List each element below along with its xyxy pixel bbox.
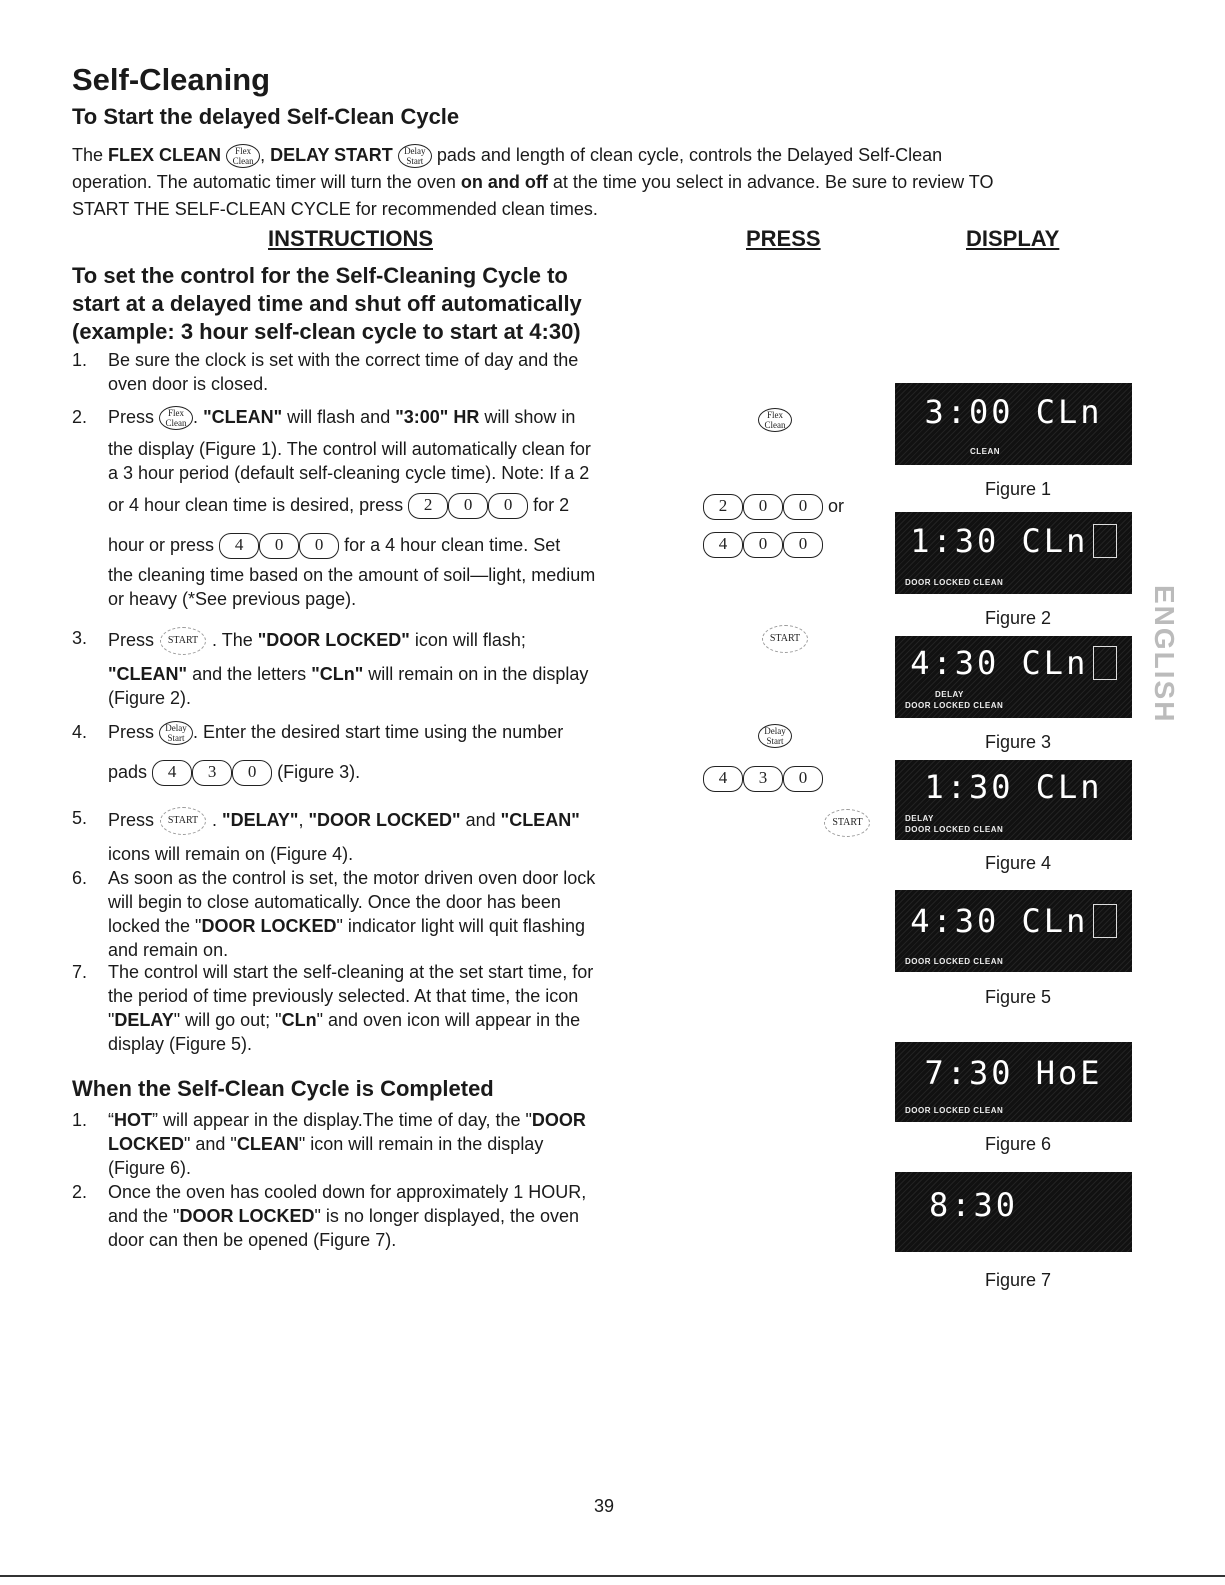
step-text: and remain on. bbox=[108, 940, 229, 960]
page-subtitle: To Start the delayed Self-Clean Cycle bbox=[72, 104, 460, 129]
step-text: Press Delay Start . Enter the desired start time using the number bbox=[108, 722, 564, 744]
intro-text: operation. The automatic timer will turn the oven bbox=[72, 172, 456, 192]
step-text: will begin to close automatically. Once the door has been bbox=[108, 892, 561, 912]
instructions-header: INSTRUCTIONS bbox=[268, 226, 433, 251]
intro-text: The bbox=[72, 145, 104, 165]
step-number: 7. bbox=[72, 962, 88, 982]
start-pad-icon: START bbox=[154, 626, 212, 656]
step-number: 2. bbox=[72, 407, 88, 427]
page-title: Self-Cleaning bbox=[72, 62, 271, 97]
display-icons: DOOR LOCKED CLEAN bbox=[905, 825, 1004, 834]
intro-comma: , bbox=[260, 145, 266, 165]
delay-icon: DELAY bbox=[935, 690, 964, 699]
figure-caption: Figure 5 bbox=[985, 987, 1052, 1007]
number-pad-0-icon: 0 bbox=[783, 494, 823, 520]
step-text: Press START . The "DOOR LOCKED" icon will flash; bbox=[108, 626, 526, 656]
figure-caption: Figure 7 bbox=[985, 1270, 1052, 1290]
oven-icon bbox=[1093, 524, 1117, 558]
step-number: 1. bbox=[72, 1110, 88, 1130]
delay-icon: DELAY bbox=[905, 814, 934, 823]
intro-paragraph bbox=[72, 142, 1142, 223]
start-pad-icon: START bbox=[818, 808, 876, 838]
step-text: the display (Figure 1). The control will automatically clean for bbox=[108, 439, 591, 459]
step-text: Press Flex Clean . "CLEAN" will flash and "3:00" HR will show in bbox=[108, 407, 576, 429]
display-icons: DOOR LOCKED CLEAN bbox=[905, 957, 1004, 966]
step-text: (Figure 2). bbox=[108, 688, 192, 708]
display-figure-5 bbox=[895, 890, 1132, 972]
step-text: Press START . "DELAY", "DOOR LOCKED" and "CLEAN" bbox=[108, 806, 580, 836]
step-number: 5. bbox=[72, 808, 88, 828]
display-readout: 4:30 CLn bbox=[910, 902, 1089, 940]
section-heading-line: (example: 3 hour self-clean cycle to start at 4:30) bbox=[72, 319, 581, 344]
step-number: 2. bbox=[72, 1182, 88, 1202]
oven-icon bbox=[1093, 646, 1117, 680]
press-header: PRESS bbox=[746, 226, 821, 251]
step-text: door can then be opened (Figure 7). bbox=[108, 1230, 397, 1250]
step-text: pads 4 3 0 (Figure 3). bbox=[108, 760, 360, 786]
step-text: The control will start the self-cleaning at the set start time, for bbox=[108, 962, 594, 982]
number-pad-4-icon: 4 bbox=[703, 532, 743, 558]
display-readout: 7:30 HoE bbox=[924, 1054, 1103, 1092]
display-readout: 1:30 CLn bbox=[924, 768, 1103, 806]
start-pad-icon: START bbox=[154, 806, 212, 836]
press-2-0-0 bbox=[703, 494, 844, 520]
delay-start-pad-icon: Delay Start bbox=[159, 721, 193, 745]
number-pad-0-icon: 0 bbox=[259, 533, 299, 559]
step-text: "CLEAN" and the letters "CLn" will remain on in the display bbox=[108, 664, 589, 684]
number-pad-2-icon: 2 bbox=[408, 493, 448, 519]
page-number: 39 bbox=[594, 1496, 615, 1516]
language-side-tab: ENGLISH bbox=[1149, 585, 1180, 724]
number-pad-0-icon: 0 bbox=[743, 532, 783, 558]
flex-clean-pad-icon: Flex Clean bbox=[758, 408, 792, 432]
number-pad-0-icon: 0 bbox=[743, 494, 783, 520]
section-heading-line: start at a delayed time and shut off automatically bbox=[72, 291, 582, 316]
flex-clean-pad-icon: Flex Clean bbox=[226, 144, 260, 168]
step-text: icons will remain on (Figure 4). bbox=[108, 844, 354, 864]
figure-caption: Figure 4 bbox=[985, 853, 1052, 873]
display-icons: DOOR LOCKED CLEAN bbox=[905, 701, 1004, 710]
oven-icon bbox=[1093, 904, 1117, 938]
on-off-label: on and off bbox=[460, 172, 548, 192]
start-pad-icon: START bbox=[756, 624, 814, 654]
display-figure-1 bbox=[895, 383, 1132, 465]
figure-caption: Figure 2 bbox=[985, 608, 1052, 628]
number-pad-0-icon: 0 bbox=[232, 760, 272, 786]
step-text: (Figure 6). bbox=[108, 1158, 192, 1178]
figure-caption: Figure 6 bbox=[985, 1134, 1052, 1154]
display-figure-6 bbox=[895, 1042, 1132, 1122]
number-pad-2-icon: 2 bbox=[703, 494, 743, 520]
step-text: and the "DOOR LOCKED" is no longer displayed, the oven bbox=[108, 1206, 580, 1226]
display-readout: 4:30 CLn bbox=[910, 644, 1089, 682]
display-figure-3 bbox=[895, 636, 1132, 718]
display-readout: 8:30 bbox=[928, 1186, 1019, 1224]
bottom-rule bbox=[0, 1575, 1225, 1577]
display-header: DISPLAY bbox=[966, 226, 1060, 251]
step-text: a 3 hour period (default self-cleaning cycle time). Note: If a 2 bbox=[108, 463, 590, 483]
number-pad-0-icon: 0 bbox=[783, 766, 823, 792]
display-figure-4 bbox=[895, 760, 1132, 840]
display-icons: CLEAN bbox=[970, 447, 1001, 456]
number-pad-0-icon: 0 bbox=[299, 533, 339, 559]
step-text: Once the oven has cooled down for approximately 1 HOUR, bbox=[108, 1182, 587, 1202]
number-pad-0-icon: 0 bbox=[783, 532, 823, 558]
step-number: 4. bbox=[72, 722, 88, 742]
intro-text: START THE SELF-CLEAN CYCLE for recommended clean times. bbox=[72, 199, 598, 219]
display-icons: DOOR LOCKED CLEAN bbox=[905, 1106, 1004, 1115]
delay-start-pad-icon: Delay Start bbox=[758, 724, 792, 748]
step-text: oven door is closed. bbox=[108, 374, 269, 394]
section-heading bbox=[72, 262, 692, 346]
step-text: the cleaning time based on the amount of soil—light, medium bbox=[108, 565, 596, 585]
step-text: LOCKED" and "CLEAN" icon will remain in the display bbox=[108, 1134, 544, 1154]
display-icons: DOOR LOCKED CLEAN bbox=[905, 578, 1004, 587]
number-pad-0-icon: 0 bbox=[448, 493, 488, 519]
intro-text: at the time you select in advance. Be sure to review TO bbox=[552, 172, 994, 192]
press-4-0-0 bbox=[703, 532, 823, 558]
or-text: or bbox=[828, 495, 845, 516]
number-pad-4-icon: 4 bbox=[152, 760, 192, 786]
step-text: "DELAY" will go out; "CLn" and oven icon will appear in the bbox=[108, 1010, 581, 1030]
number-pad-4-icon: 4 bbox=[219, 533, 259, 559]
press-4-3-0 bbox=[703, 766, 823, 792]
completed-heading: When the Self-Clean Cycle is Completed bbox=[72, 1076, 494, 1101]
step-text: display (Figure 5). bbox=[108, 1034, 253, 1054]
step-text: hour or press 4 0 0 for a 4 hour clean time. Set bbox=[108, 533, 560, 559]
delay-start-label: DELAY START bbox=[270, 145, 393, 165]
number-pad-0-icon: 0 bbox=[488, 493, 528, 519]
flex-clean-label: FLEX CLEAN bbox=[108, 145, 222, 165]
number-pad-3-icon: 3 bbox=[192, 760, 232, 786]
step-number: 3. bbox=[72, 628, 88, 648]
step-text: or 4 hour clean time is desired, press 2 0 0 for 2 bbox=[108, 493, 569, 519]
figure-caption: Figure 1 bbox=[985, 479, 1052, 499]
number-pad-4-icon: 4 bbox=[703, 766, 743, 792]
step-text: “HOT” will appear in the display.The time of day, the "DOOR bbox=[108, 1110, 586, 1130]
step-number: 1. bbox=[72, 350, 88, 370]
step-text: locked the "DOOR LOCKED" indicator light will quit flashing bbox=[108, 916, 585, 936]
figure-caption: Figure 3 bbox=[985, 732, 1052, 752]
display-readout: 3:00 CLn bbox=[924, 393, 1103, 431]
intro-text: pads and length of clean cycle, controls the Delayed Self-Clean bbox=[436, 145, 943, 165]
flex-clean-pad-icon: Flex Clean bbox=[159, 406, 193, 430]
step-text: or heavy (*See previous page). bbox=[108, 589, 357, 609]
step-number: 6. bbox=[72, 868, 88, 888]
display-figure-7 bbox=[895, 1172, 1132, 1252]
delay-start-pad-icon: Delay Start bbox=[398, 144, 432, 168]
display-figure-2 bbox=[895, 512, 1132, 594]
step-text: As soon as the control is set, the motor driven oven door lock bbox=[108, 868, 596, 888]
display-readout: 1:30 CLn bbox=[910, 522, 1089, 560]
number-pad-3-icon: 3 bbox=[743, 766, 783, 792]
section-heading-line: To set the control for the Self-Cleaning Cycle to bbox=[72, 263, 568, 288]
step-text: the period of time previously selected. At that time, the icon bbox=[108, 986, 579, 1006]
step-text: Be sure the clock is set with the correct time of day and the bbox=[108, 350, 579, 370]
